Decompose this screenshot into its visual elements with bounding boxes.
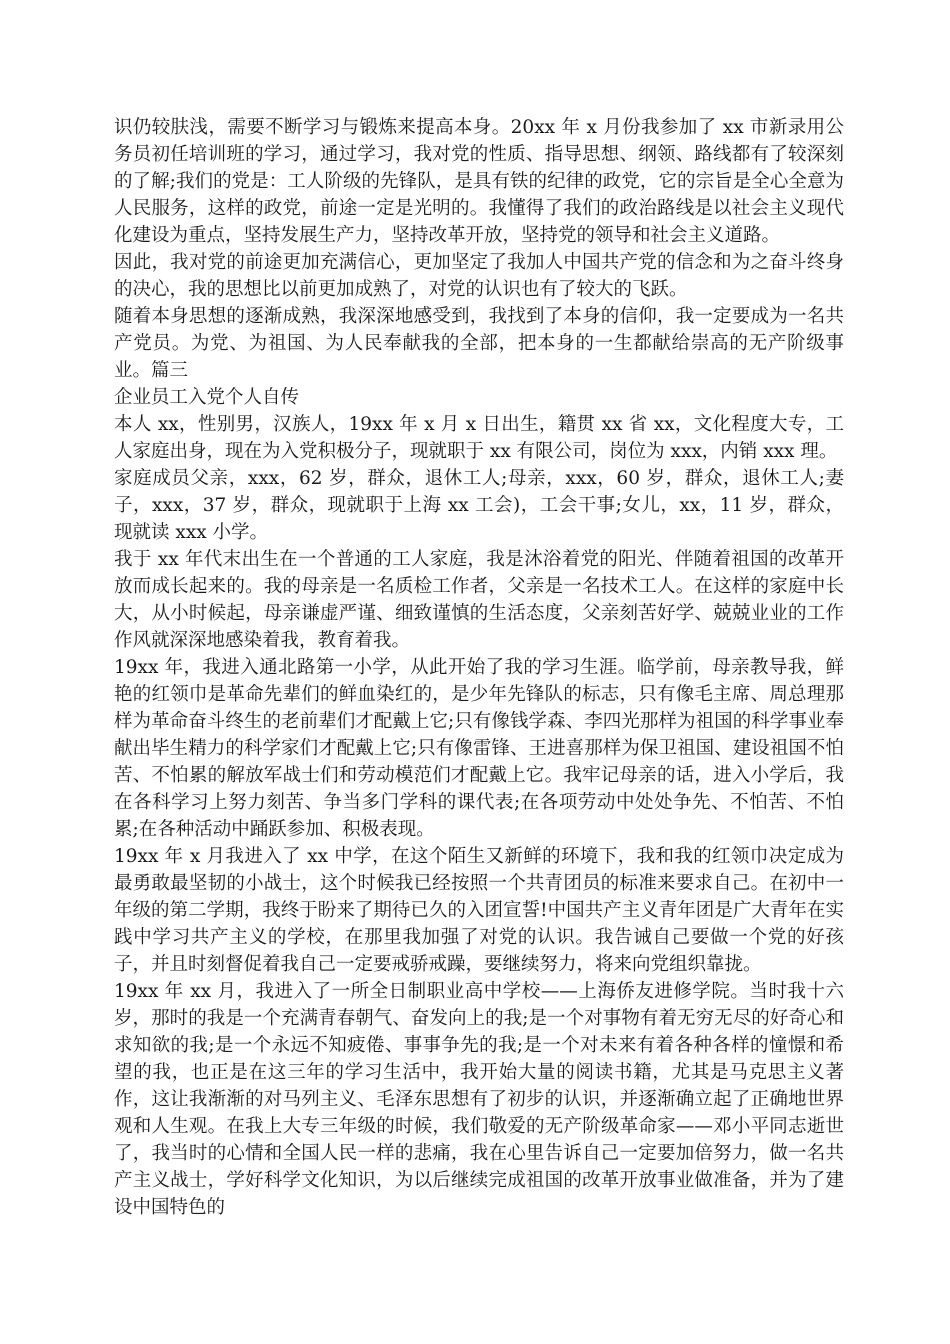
paragraph-family-members: 家庭成员父亲，xxx，62 岁，群众，退休工人;母亲，xxx，60 岁，群众，退休工人;妻子，xxx，37 岁，群众，现就职于上海 xx 工会)，工会干事;女儿，xx，11 岁，群众，现就读 xxx 小学。 bbox=[114, 468, 844, 543]
paragraph-2: 因此，我对党的前途更加充满信心，更加坚定了我加人中国共产党的信念和为之奋斗终身的决心，我的思想比以前更加成熟了，对党的认识也有了较大的飞跃。 bbox=[114, 252, 844, 300]
paragraph-high-school: 19xx 年 xx 月，我进入了一所全日制职业高中学校——上海侨友进修学院。当时我十六岁，那时的我是一个充满青春朝气、奋发向上的我;是一个对事物有着无穷无尽的好奇心和求知欲的我;是一个永远不知疲倦、事事争先的我;是一个对未来有着各种各样的憧憬和希望的我，也正是在这三年的学习生活中，我开始大量的阅读书籍，尤其是马克思主义著作，这让我渐渐的对马列主义、毛泽东思想有了初步的认识，并逐渐确立起了正确地世界观和人生观。在我上大专三年级的时候，我们敬爱的无产阶级革命家——邓小平同志逝世了，我当时的心情和全国人民一样的悲痛，我在心里告诉自己一定要加倍努力，做一名共产主义战士，学好科学文化知识，为以后继续完成祖国的改革开放事业做准备，并为了建设中国特色的 bbox=[114, 981, 844, 1218]
paragraph-primary-school: 19xx 年，我进入通北路第一小学，从此开始了我的学习生涯。临学前，母亲教导我，鲜艳的红领巾是革命先辈们的鲜血染红的，是少年先锋队的标志，只有像毛主席、周总理那样为革命奋斗终生的老前辈们才配戴上它;只有像钱学森、李四光那样为祖国的科学事业奉献出毕生精力的科学家们才配戴上它;只有像雷锋、王进喜那样为保卫祖国、建设祖国不怕苦、不怕累的解放军战士们和劳动模范们才配戴上它。我牢记母亲的话，进入小学后，我在各科学习上努力刻苦、争当多门学科的课代表;在各项劳动中处处争先、不怕苦、不怕累;在各种活动中踊跃参加、积极表现。 bbox=[114, 657, 844, 840]
paragraph-3: 随着本身思想的逐渐成熟，我深深地感受到，我找到了本身的信仰，我一定要成为一名共产党员。为党、为祖国、为人民奉献我的全部，把本身的一生都献给崇高的无产阶级事业。篇三 bbox=[114, 306, 844, 381]
document-body bbox=[114, 114, 844, 1221]
paragraph-childhood: 我于 xx 年代末出生在一个普通的工人家庭，我是沐浴着党的阳光、伴随着祖国的改革开放而成长起来的。我的母亲是一名质检工作者，父亲是一名技术工人。在这样的家庭中长大，从小时候起，母亲谦虚严谨、细致谨慎的生活态度，父亲刻苦好学、兢兢业业的工作作风就深深地感染着我，教育着我。 bbox=[114, 549, 844, 651]
paragraph-1: 识仍较肤浅，需要不断学习与锻炼来提高本身。20xx 年 x 月份我参加了 xx 市新录用公务员初任培训班的学习，通过学习，我对党的性质、指导思想、纲领、路线都有了较深刻的了解;我们的党是：工人阶级的先锋队，是具有铁的纪律的政党，它的宗旨是全心全意为人民服务，这样的政党，前途一定是光明的。我懂得了我们的政治路线是以社会主义现代化建设为重点，坚持发展生产力，坚持改革开放，坚持党的领导和社会主义道路。 bbox=[114, 117, 844, 246]
paragraph-middle-school: 19xx 年 x 月我进入了 xx 中学，在这个陌生又新鲜的环境下，我和我的红领巾决定成为最勇敢最坚韧的小战士，这个时候我已经按照一个共青团员的标准来要求自己。在初中一年级的第二学期，我终于盼来了期待已久的入团宣誓!中国共产主义青年团是广大青年在实践中学习共产主义的学校，在那里我加强了对党的认识。我告诫自己要做一个党的好孩子，并且时刻督促着我自己一定要戒骄戒躁，要继续努力，将来向党组织靠拢。 bbox=[114, 846, 844, 975]
section-title: 企业员工入党个人自传 bbox=[114, 387, 300, 408]
paragraph-personal-info: 本人 xx，性别男，汉族人，19xx 年 x 月 x 日出生，籍贯 xx 省 xx，文化程度大专，工人家庭出身，现在为入党积极分子，现就职于 xx 有限公司，岗位为 xxx，内销 xxx 理。 bbox=[114, 414, 844, 462]
